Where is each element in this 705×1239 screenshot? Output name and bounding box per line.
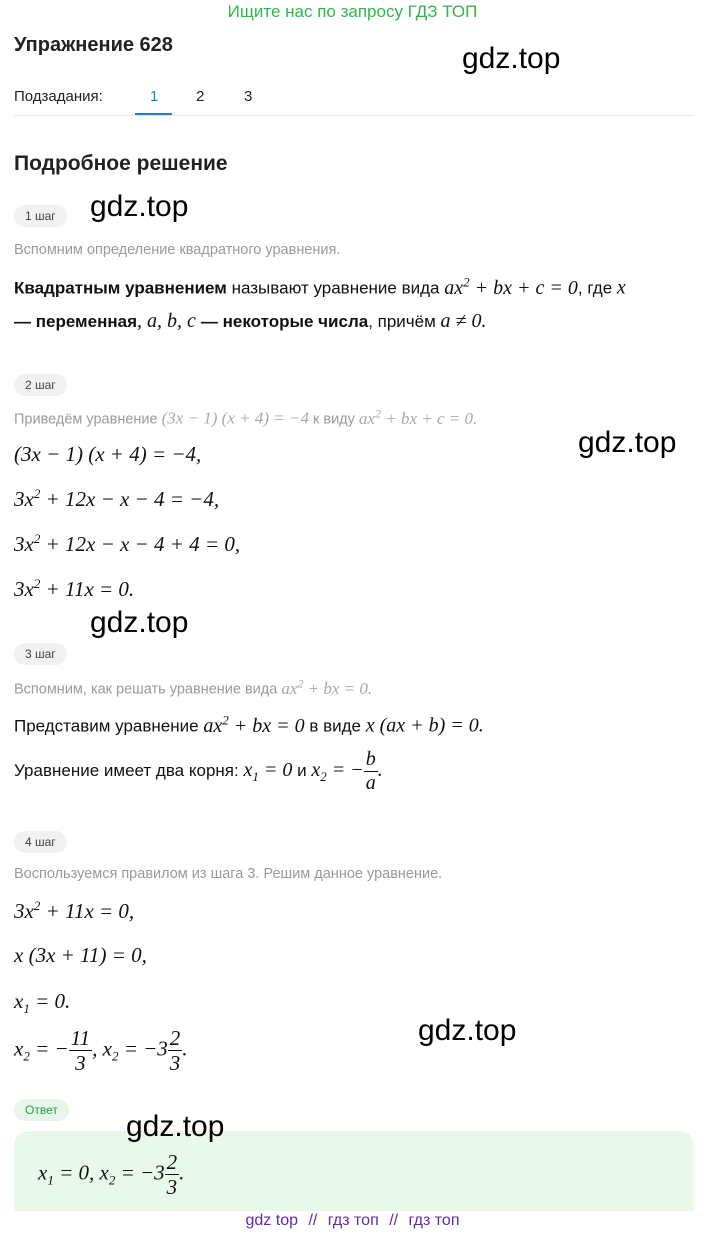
- watermark: gdz.top: [462, 42, 561, 75]
- equation-line: $3x^2 + 11x = 0$.: [14, 576, 135, 601]
- page-title: Упражнение 628: [14, 34, 173, 56]
- equation-line: $3x^2 + 12x - x - 4 = -4$,: [14, 486, 220, 511]
- step-hint: Вспомним определение квадратного уравнения.: [14, 242, 341, 258]
- tab-3[interactable]: 3: [244, 88, 253, 105]
- section-title: Подробное решение: [14, 152, 228, 175]
- tab-2[interactable]: 2: [196, 88, 205, 105]
- footer-link[interactable]: гдз топ: [327, 1212, 379, 1229]
- equation-line: $3x^2 + 12x - x - 4 + 4 = 0$,: [14, 531, 241, 556]
- formula: , a, b, c: [137, 310, 201, 332]
- formula: $ax^2$ + bx + c = 0.: [358, 406, 478, 428]
- tab-1[interactable]: 1: [150, 88, 159, 105]
- watermark: gdz.top: [418, 1014, 517, 1047]
- step-badge: 3 шаг: [14, 643, 67, 665]
- footer-link[interactable]: гдз топ: [408, 1212, 460, 1229]
- hint-text: к виду: [313, 411, 355, 428]
- step3-line-2: [14, 748, 383, 795]
- hint-text: Вспомним, как решать уравнение вида: [14, 681, 278, 698]
- step-hint: [14, 406, 477, 429]
- equation-line: (3x − 1) (x + 4) = −4,: [14, 442, 202, 466]
- subtasks-label: Подзадания:: [14, 88, 103, 105]
- footer-separator: //: [389, 1212, 399, 1229]
- line-text: Уравнение имеет два корня:: [14, 761, 239, 781]
- footer-links: [0, 1212, 705, 1230]
- formula: x: [616, 276, 626, 299]
- line-text: в виде: [309, 716, 361, 736]
- watermark: gdz.top: [126, 1110, 225, 1143]
- formula: $ax^2$ + bx + c = 0: [444, 274, 578, 299]
- definition-term: Квадратным уравнением: [14, 278, 227, 298]
- formula: $x_1 = 0$: [243, 759, 293, 785]
- definition-text: , где: [577, 278, 613, 298]
- definition-line-1: [14, 274, 626, 300]
- equation-line: $x_2$ = − $\frac{11}{3}$ , $x_2 = -3$ $\frac{2}{3}$ .: [14, 1026, 188, 1076]
- search-banner: Ищите нас по запросу ГДЗ ТОП: [227, 2, 478, 21]
- formula: $x_2$ = − $\frac{b}{a}$ .: [311, 748, 383, 794]
- step3-line-1: [14, 712, 484, 738]
- definition-term: — некоторые числа: [200, 312, 369, 331]
- footer-separator: //: [308, 1212, 318, 1229]
- equation-line: $x_1 = 0$.: [14, 989, 71, 1017]
- watermark: gdz.top: [90, 190, 189, 223]
- equation-line: x (3x + 11) = 0,: [14, 943, 147, 967]
- formula: a ≠ 0.: [440, 310, 487, 332]
- watermark: gdz.top: [578, 426, 677, 459]
- footer-link[interactable]: gdz top: [245, 1212, 298, 1229]
- answer-badge: Ответ: [14, 1099, 69, 1121]
- definition-text: , причём: [368, 312, 436, 331]
- formula: x (ax + b) = 0.: [365, 714, 484, 737]
- watermark: gdz.top: [90, 606, 189, 639]
- formula: $ax^2$ + bx = 0: [203, 712, 305, 737]
- divider: [14, 115, 694, 116]
- step-badge: 1 шаг: [14, 205, 67, 227]
- formula: (3x − 1) (x + 4) = −4: [161, 408, 309, 428]
- step-badge: 4 шаг: [14, 831, 67, 853]
- hint-text: Приведём уравнение: [14, 411, 158, 428]
- equation-line: $3x^2 + 11x = 0$,: [14, 898, 135, 923]
- formula: $ax^2$ + bx = 0.: [281, 676, 373, 698]
- definition-text: называют уравнение вида: [231, 278, 440, 298]
- step-hint: [14, 676, 372, 699]
- line-text: и: [297, 761, 307, 781]
- step-hint: Воспользуемся правилом из шага 3. Решим данное уравнение.: [14, 866, 443, 882]
- definition-term: — переменная: [14, 312, 138, 331]
- definition-line-2: [14, 310, 487, 333]
- answer-formula: $x_1 = 0$, $x_2 = -3$ $\frac{2}{3}$ .: [38, 1150, 185, 1200]
- line-text: Представим уравнение: [14, 716, 199, 736]
- step-badge: 2 шаг: [14, 374, 67, 396]
